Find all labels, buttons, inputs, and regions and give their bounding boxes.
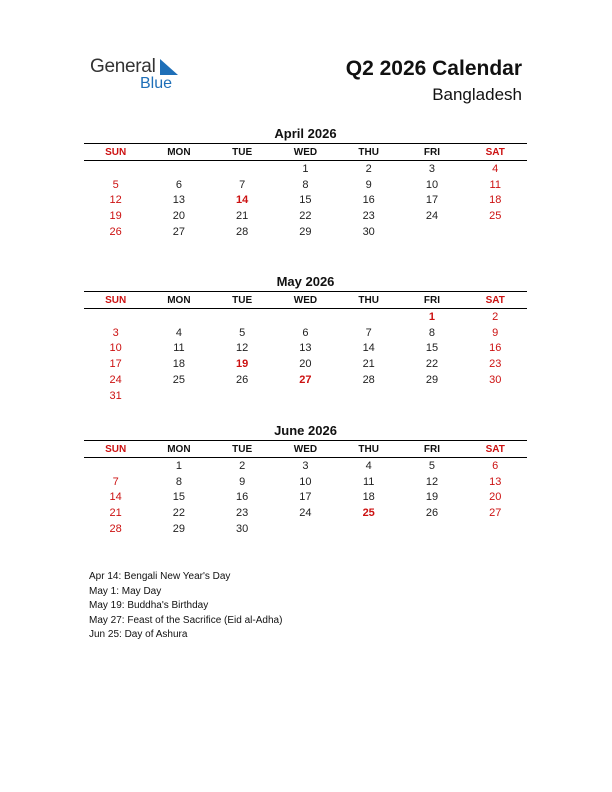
day-cell: 1 — [175, 459, 182, 472]
weekday-header — [84, 440, 527, 458]
day-cell: 12 — [236, 342, 249, 355]
day-cell: 5 — [239, 326, 246, 339]
week-row — [84, 224, 527, 240]
day-cell: 13 — [172, 194, 186, 207]
week-row — [84, 521, 527, 537]
week-row — [84, 325, 527, 341]
day-cell: 3 — [112, 326, 119, 339]
weekday-label-thu: THU — [358, 443, 379, 455]
day-cell: 1 — [428, 310, 436, 323]
day-cell: 17 — [299, 491, 312, 504]
holiday-list — [89, 570, 282, 643]
week-row — [84, 309, 527, 325]
week-row — [84, 356, 527, 372]
day-cell: 15 — [425, 342, 439, 355]
week-row — [84, 161, 527, 177]
week-row — [84, 505, 527, 521]
day-cell: 22 — [299, 210, 312, 223]
day-cell: 6 — [175, 178, 182, 191]
weekday-label-tue: TUE — [232, 146, 253, 158]
day-cell: 21 — [236, 210, 249, 223]
day-cell: 11 — [362, 475, 375, 488]
weekday-label-sun: SUN — [105, 443, 127, 455]
day-cell: 9 — [365, 178, 372, 191]
day-cell: 23 — [362, 210, 375, 223]
month-title: April 2026 — [274, 126, 337, 141]
weekday-header — [84, 143, 527, 161]
day-cell: 2 — [365, 162, 372, 175]
day-cell: 9 — [239, 475, 246, 488]
holiday-item: Apr 14: Bengali New Year's Day — [89, 571, 231, 582]
brand-word-blue: Blue — [140, 75, 173, 92]
brand-logo — [90, 56, 173, 92]
weekday-label-sat: SAT — [485, 146, 505, 158]
day-cell: 25 — [489, 210, 502, 223]
day-cell: 21 — [109, 507, 122, 520]
day-cell: 11 — [489, 178, 501, 191]
holiday-item: Jun 25: Day of Ashura — [89, 629, 188, 641]
day-cell: 2 — [239, 459, 246, 472]
week-row — [84, 474, 527, 490]
day-cell: 16 — [362, 194, 375, 207]
day-cell: 18 — [172, 358, 186, 371]
day-cell: 11 — [173, 342, 185, 355]
day-cell: 10 — [299, 475, 312, 488]
brand-word-general: General — [90, 56, 156, 77]
weekday-label-wed: WED — [293, 294, 318, 306]
week-row — [84, 490, 527, 506]
day-cell: 8 — [302, 178, 309, 191]
day-cell: 24 — [109, 374, 122, 387]
day-cell: 18 — [489, 194, 502, 207]
month-grid — [84, 458, 527, 537]
day-cell: 19 — [109, 210, 122, 223]
weekday-label-tue: TUE — [232, 443, 253, 455]
day-cell: 4 — [175, 326, 182, 339]
week-row — [84, 388, 527, 404]
week-row — [84, 458, 527, 474]
brand-flag-icon — [160, 59, 178, 75]
weekday-label-fri: FRI — [423, 443, 441, 455]
week-row — [84, 193, 527, 209]
month-may — [84, 273, 527, 404]
day-cell: 4 — [365, 459, 372, 472]
day-cell: 8 — [175, 475, 182, 488]
day-cell: 30 — [489, 374, 502, 387]
weekday-label-sun: SUN — [105, 294, 127, 306]
country-name: Bangladesh — [432, 85, 522, 104]
day-cell: 19 — [236, 358, 249, 371]
day-cell: 30 — [236, 523, 249, 536]
day-cell: 26 — [109, 226, 122, 239]
day-cell: 9 — [492, 326, 499, 339]
day-cell: 20 — [172, 210, 186, 223]
month-june — [84, 422, 527, 537]
day-cell: 5 — [112, 178, 119, 191]
day-cell: 14 — [362, 342, 375, 355]
day-cell: 7 — [365, 326, 372, 339]
weekday-label-thu: THU — [358, 294, 379, 306]
day-cell: 10 — [425, 178, 439, 191]
weekday-label-wed: WED — [293, 146, 318, 158]
day-cell: 19 — [425, 491, 439, 504]
day-cell: 26 — [425, 507, 439, 520]
page-title: Q2 2026 Calendar — [345, 57, 522, 80]
day-cell: 31 — [109, 389, 122, 402]
day-cell: 30 — [362, 226, 375, 239]
day-cell: 3 — [302, 459, 309, 472]
week-row — [84, 177, 527, 193]
day-cell: 15 — [172, 491, 186, 504]
weekday-label-sat: SAT — [485, 294, 505, 306]
day-cell: 25 — [362, 507, 375, 520]
day-cell: 7 — [239, 178, 246, 191]
weekday-label-sun: SUN — [105, 146, 127, 158]
month-title: June 2026 — [274, 423, 337, 438]
day-cell: 6 — [492, 459, 499, 472]
day-cell: 20 — [489, 491, 502, 504]
weekday-label-fri: FRI — [423, 294, 441, 306]
holiday-item: May 19: Buddha's Birthday — [89, 600, 209, 612]
weekday-label-tue: TUE — [232, 294, 253, 306]
holiday-item: May 27: Feast of the Sacrifice (Eid al-Adha) — [89, 614, 283, 626]
day-cell: 20 — [299, 358, 312, 371]
month-title: May 2026 — [276, 274, 335, 289]
day-cell: 27 — [172, 226, 186, 239]
day-cell: 27 — [489, 507, 502, 520]
month-grid — [84, 309, 527, 404]
day-cell: 16 — [236, 491, 249, 504]
week-row — [84, 208, 527, 224]
day-cell: 24 — [425, 210, 439, 223]
month-april — [84, 125, 527, 240]
day-cell: 17 — [109, 358, 122, 371]
day-cell: 22 — [425, 358, 439, 371]
day-cell: 16 — [489, 342, 502, 355]
weekday-label-sat: SAT — [485, 443, 505, 455]
day-cell: 21 — [362, 358, 375, 371]
weekday-label-mon: MON — [167, 294, 191, 306]
weekday-label-mon: MON — [167, 443, 191, 455]
week-row — [84, 372, 527, 388]
day-cell: 2 — [492, 310, 499, 323]
day-cell: 22 — [172, 507, 186, 520]
day-cell: 29 — [172, 523, 186, 536]
day-cell: 25 — [172, 374, 186, 387]
day-cell: 10 — [109, 342, 122, 355]
day-cell: 26 — [236, 374, 249, 387]
day-cell: 28 — [362, 374, 375, 387]
day-cell: 1 — [302, 162, 309, 175]
day-cell: 5 — [428, 459, 436, 472]
day-cell: 17 — [425, 194, 439, 207]
day-cell: 14 — [236, 194, 249, 207]
day-cell: 28 — [109, 523, 122, 536]
weekday-label-wed: WED — [293, 443, 318, 455]
weekday-label-thu: THU — [358, 146, 379, 158]
day-cell: 6 — [302, 326, 309, 339]
day-cell: 28 — [236, 226, 249, 239]
day-cell: 23 — [236, 507, 249, 520]
day-cell: 4 — [492, 162, 499, 175]
day-cell: 12 — [425, 475, 439, 488]
day-cell: 24 — [299, 507, 312, 520]
weekday-label-fri: FRI — [423, 146, 441, 158]
week-row — [84, 341, 527, 357]
day-cell: 8 — [428, 326, 436, 339]
weekday-label-mon: MON — [167, 146, 191, 158]
day-cell: 13 — [489, 475, 502, 488]
day-cell: 23 — [489, 358, 502, 371]
day-cell: 12 — [109, 194, 122, 207]
day-cell: 7 — [112, 475, 119, 488]
month-grid — [84, 161, 527, 240]
day-cell: 27 — [299, 374, 312, 387]
weekday-header — [84, 291, 527, 309]
day-cell: 18 — [362, 491, 375, 504]
day-cell: 3 — [428, 162, 436, 175]
day-cell: 15 — [299, 194, 312, 207]
day-cell: 29 — [425, 374, 439, 387]
day-cell: 13 — [299, 342, 312, 355]
day-cell: 29 — [299, 226, 312, 239]
holiday-item: May 1: May Day — [89, 585, 162, 597]
day-cell: 14 — [109, 491, 122, 504]
